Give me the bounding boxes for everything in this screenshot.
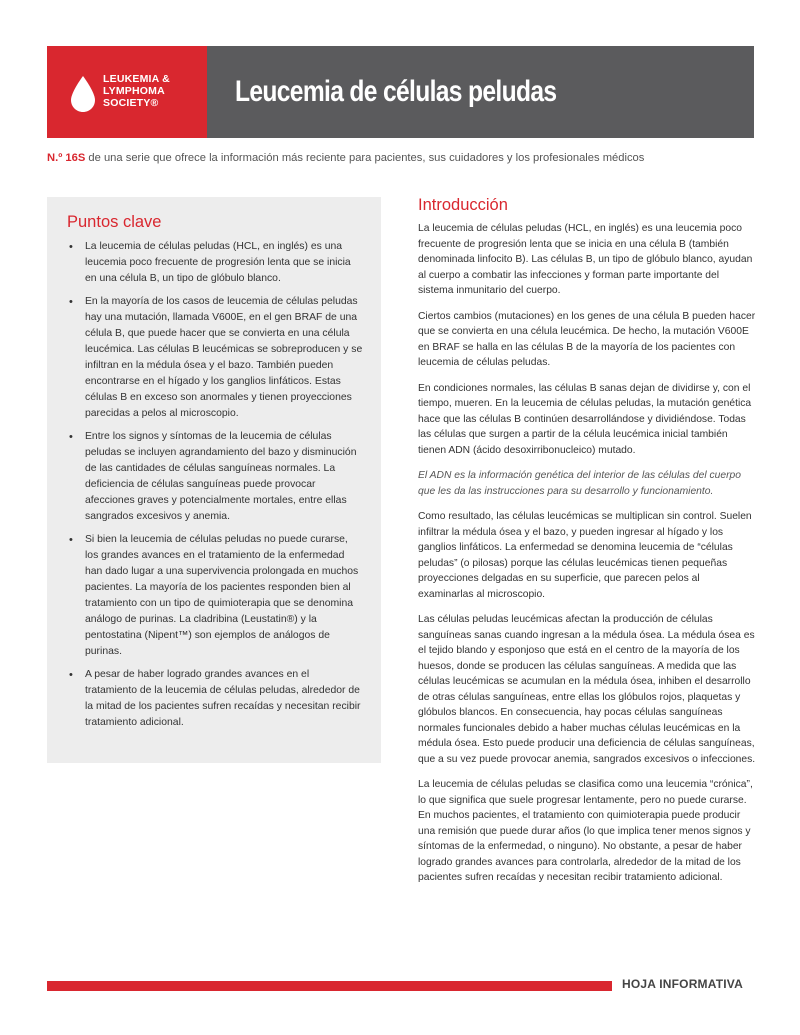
introduction-heading: Introducción [418, 196, 508, 214]
logo-line: SOCIETY® [103, 97, 159, 109]
title-banner [207, 46, 754, 138]
page-title: Leucemia de células peludas [235, 75, 557, 108]
key-point-item: • A pesar de haber logrado grandes avances en el tratamiento de la leucemia de células peludas, alrededor de la mitad de los pacientes sufren recaídas y necesitan recibir tratamiento adicional. [67, 667, 363, 731]
page-header [47, 46, 754, 138]
lls-logo[interactable] [47, 46, 207, 138]
footer-rule [47, 981, 612, 991]
intro-paragraph: Como resultado, las células leucémicas se multiplican sin control. Suelen infiltrar la médula ósea y el bazo, y pueden ingresar al hígado y los ganglios linfáticos. La enfermedad se denomina leucemia de “células peludas” (o pilosas) porque las células leucémicas tienen pequeñas proyecciones delgadas en su superficie, que parecen pelos al examinarlas al microscopio. [418, 511, 752, 600]
intro-paragraph: Ciertos cambios (mutaciones) en los genes de una célula B pueden hacer que se convierta en una célula leucémica. De hecho, la mutación V600E en BRAF se halla en las células B de la mayoría de los pacientes con leucemia de células peludas. [418, 310, 756, 368]
key-points-box [47, 197, 381, 763]
series-description: de una serie que ofrece la información más reciente para pacientes, sus cuidadores y los profesionales médicos [85, 152, 645, 164]
dna-definition-note: El ADN es la información genética del interior de las células del cuerpo que les da las instrucciones para su desarrollo y funcionamiento. [418, 470, 741, 497]
key-points-heading: Puntos clave [67, 213, 162, 231]
intro-paragraph: En condiciones normales, las células B sanas dejan de dividirse y, con el tiempo, mueren. En la leucemia de células peludas, la mutación genética hace que las células B continúen desarrollándose y dividiéndose. Todas las células que surgen a partir de la célula leucémica inicial también tienen ADN (ácido desoxirribonucleico) mutado. [418, 382, 752, 456]
fact-sheet-label: HOJA INFORMATIVA [622, 977, 743, 991]
logo-wordmark [103, 73, 170, 109]
intro-paragraph: La leucemia de células peludas (HCL, en inglés) es una leucemia poco frecuente de progresión lenta que se inicia en una célula B (también denominada linfocito B). Las células B, un tipo de glóbulo blanco, ayudan al cuerpo a combatir las infecciones y forman parte importante del sistema inmunitario del cuerpo. [418, 223, 753, 296]
series-number: N.º 16S [47, 152, 86, 164]
key-point-item: • En la mayoría de los casos de leucemia de células peludas hay una mutación, llamada V600E, en el gen BRAF de una célula B, que puede hacer que se convierta en una célula leucémica. Las células B leucémicas se sobreproducen y se infiltran en la médula ósea y el bazo. También pueden encontrarse en el hígado y los ganglios linfáticos. Estas células B en exceso son anormales y tienen proyecciones parecidas a pelos al microscopio. [67, 294, 363, 422]
key-point-item: • Entre los signos y síntomas de la leucemia de células peludas se incluyen agrandamiento del bazo y disminución de las cantidades de células sanguíneas normales. La deficiencia de células sanguíneas puede provocar afecciones graves y potencialmente mortales, entre ellas sangrados excesivos y anemia. [67, 429, 363, 525]
key-point-item: • Si bien la leucemia de células peludas no puede curarse, los grandes avances en el tratamiento de la enfermedad han dado lugar a una supervivencia prolongada en muchos pacientes. La mayoría de los pacientes responden bien al tratamiento con un tipo de quimioterapia que se denomina análogo de purinas. La cladribina (Leustatin®) y la pentostatina (Nipent™) son ejemplos de análogos de purinas. [67, 532, 363, 660]
key-point-item: • La leucemia de células peludas (HCL, en inglés) es una leucemia poco frecuente de progresión lenta que se inicia en una célula B, un tipo de glóbulo blanco. [67, 239, 363, 287]
logo-line: LEUKEMIA & [103, 73, 170, 85]
intro-paragraph: La leucemia de células peludas se clasifica como una leucemia “crónica”, lo que significa que suele progresar lentamente, pero no puede curarse. En muchos pacientes, el tratamiento con quimioterapia puede producir una remisión que puede durar años (lo que implica tener menos signos y síntomas de la enfermedad, o ninguno). No obstante, a pesar de haber logrado grandes avances para controlarla, alrededor de la mitad de los pacientes sufren recaídas y necesitan recibir tratamiento adicional. [418, 779, 753, 883]
logo-line: LYMPHOMA [103, 85, 165, 97]
key-points-list [67, 239, 363, 731]
intro-paragraph: Las células peludas leucémicas afectan la producción de células sanguíneas sanas cuando ingresan a la médula ósea. La médula ósea es el tejido blando y esponjoso que está en el centro de la mayoría de los huesos, donde se producen las células sanguíneas. A medida que las células leucémicas se acumulan en la médula ósea, inhiben el desarrollo de otras células sanguíneas, entre ellas los glóbulos rojos, plaquetas y glóbulos blancos. En consecuencia, hay pocas células sanguíneas normales funcionales debido a haber muchas células leucémicas en la médula ósea. Esto puede producir una deficiencia de células sanguíneas, que a su vez puede provocar anemia, sangrados excesivos o infecciones. [418, 614, 756, 765]
series-line [47, 152, 754, 164]
introduction-section [418, 196, 756, 896]
blood-drop-icon [67, 74, 99, 114]
